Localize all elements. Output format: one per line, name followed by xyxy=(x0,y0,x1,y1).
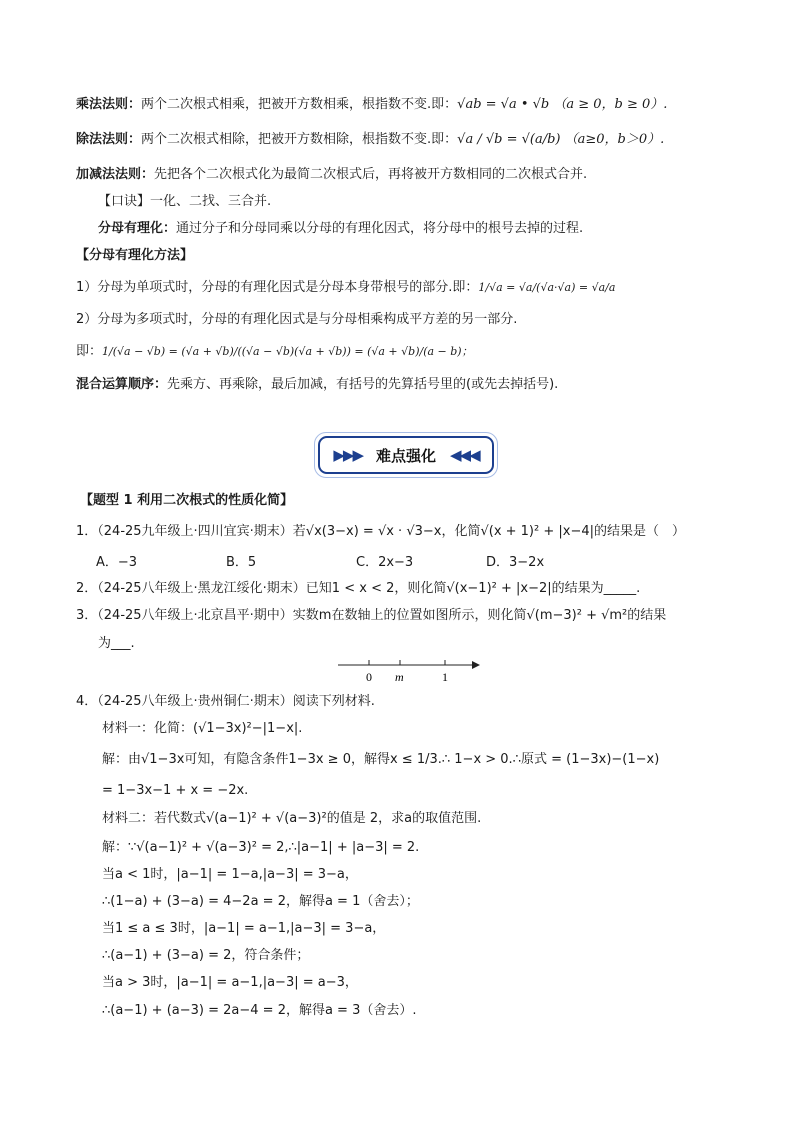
rule-label: 乘法法则： xyxy=(76,97,142,112)
mixed-order xyxy=(76,376,558,394)
number-line-figure xyxy=(338,655,483,685)
rule-multiplication xyxy=(76,96,667,114)
mnemonic: 【口诀】一化、二找、三合并. xyxy=(98,194,272,209)
q4-line: 解：由√1−3x可知，有隐含条件1−3x ≥ 0，解得x ≤ 1/3.∴ 1−x > 0.∴原式 = (1−3x)−(1−x) xyxy=(102,752,660,767)
rule-text: 先乘方、再乘除，最后加减，有括号的先算括号里的(或先去掉括号). xyxy=(167,377,559,392)
section-banner xyxy=(318,436,494,474)
method-heading: 【分母有理化方法】 xyxy=(76,248,194,263)
choice-b: B．5 xyxy=(226,555,257,570)
rule-label: 分母有理化： xyxy=(98,221,177,236)
rule-rationalize xyxy=(98,220,583,238)
label-one: 1 xyxy=(442,670,448,684)
question-3-line-1: 3．（24-25八年级上·北京昌平·期中）实数m在数轴上的位置如图所示，则化简√(m−3)² + √m²的结果 xyxy=(76,608,667,623)
q4-line: ∴(a−1) + (a−3) = 2a−4 = 2，解得a = 3（舍去）. xyxy=(102,1003,417,1018)
q4-line: 材料二：若代数式√(a−1)² + √(a−3)²的值是 2，求a的取值范围. xyxy=(102,811,482,826)
rule-formula: √ab = √a • √b （a ≥ 0，b ≥ 0）. xyxy=(457,97,668,112)
q4-line: = 1−3x−1 + x = −2x. xyxy=(102,783,249,798)
q4-line: ∴(a−1) + (3−a) = 2，符合条件； xyxy=(102,948,310,963)
question-2: 2．（24-25八年级上·黑龙江绥化·期末）已知1 < x < 2，则化简√(x−1)² + |x−2|的结果为_____. xyxy=(76,581,641,596)
right-arrows-icon: ▶▶▶ xyxy=(333,446,362,464)
rule-label: 混合运算顺序： xyxy=(76,377,168,392)
rule-formula: √a / √b = √(a/b) （a≥0，b＞0）. xyxy=(457,132,665,147)
rule-text: 先把各个二次根式化为最简二次根式后，再将被开方数相同的二次根式合并. xyxy=(154,167,588,182)
q4-line: 当1 ≤ a ≤ 3时，|a−1| = a−1,|a−3| = 3−a， xyxy=(102,921,386,936)
q4-line: 当a < 1时，|a−1| = 1−a,|a−3| = 3−a， xyxy=(102,867,358,882)
question-type-heading: 【题型 1 利用二次根式的性质化简】 xyxy=(80,493,294,508)
rule-text: 通过分子和分母同乘以分母的有理化因式，将分母中的根号去掉的过程. xyxy=(176,221,584,236)
q4-line: 当a > 3时，|a−1| = a−1,|a−3| = a−3， xyxy=(102,975,358,990)
question-1: 1．（24-25九年级上·四川宜宾·期末）若√x(3−x) = √x · √3−x，化简√(x + 1)² + |x−4|的结果是（ ） xyxy=(76,524,685,539)
axis-arrow-icon xyxy=(472,661,480,669)
rule-label: 除法法则： xyxy=(76,132,142,147)
label-zero: 0 xyxy=(366,670,372,684)
method-formula: 1/√a = √a/(√a·√a) = √a/a xyxy=(478,281,616,294)
question-1-choices xyxy=(96,551,616,570)
banner-title: 难点强化 xyxy=(375,446,436,465)
question-3-line-2: 为___. xyxy=(98,636,135,651)
choice-c: C．2x−3 xyxy=(356,555,414,570)
method-1 xyxy=(76,279,615,297)
choice-d: D．3−2x xyxy=(486,555,545,570)
method-2-example xyxy=(76,343,473,361)
method-text: 1）分母为单项式时，分母的有理化因式是分母本身带根号的部分.即： xyxy=(76,280,479,295)
q4-line: 解：∵√(a−1)² + √(a−3)² = 2,∴|a−1| + |a−3| = 2. xyxy=(102,840,420,855)
rule-division xyxy=(76,131,664,149)
rule-text: 两个二次根式相除，把被开方数相除，根指数不变.即： xyxy=(141,132,458,147)
choice-a: A．−3 xyxy=(96,555,138,570)
q4-line: 材料一：化简：(√1−3x)²−|1−x|. xyxy=(102,721,303,736)
example-prefix: 即： xyxy=(76,344,103,359)
rule-text: 两个二次根式相乘，把被开方数相乘，根指数不变.即： xyxy=(141,97,458,112)
method-2: 2）分母为多项式时，分母的有理化因式是与分母相乘构成平方差的另一部分. xyxy=(76,312,518,327)
left-arrows-icon: ◀◀◀ xyxy=(450,446,479,464)
example-formula: 1/(√a − √b) = (√a + √b)/((√a − √b)(√a + √b)) = (√a + √b)/(a − b)； xyxy=(102,345,473,358)
rule-label: 加减法法则： xyxy=(76,167,155,182)
q4-line: ∴(1−a) + (3−a) = 4−2a = 2，解得a = 1（舍去）； xyxy=(102,894,419,909)
rule-addsub xyxy=(76,166,587,184)
question-4: 4．（24-25八年级上·贵州铜仁·期末）阅读下列材料. xyxy=(76,694,375,709)
label-m: m xyxy=(395,670,404,684)
